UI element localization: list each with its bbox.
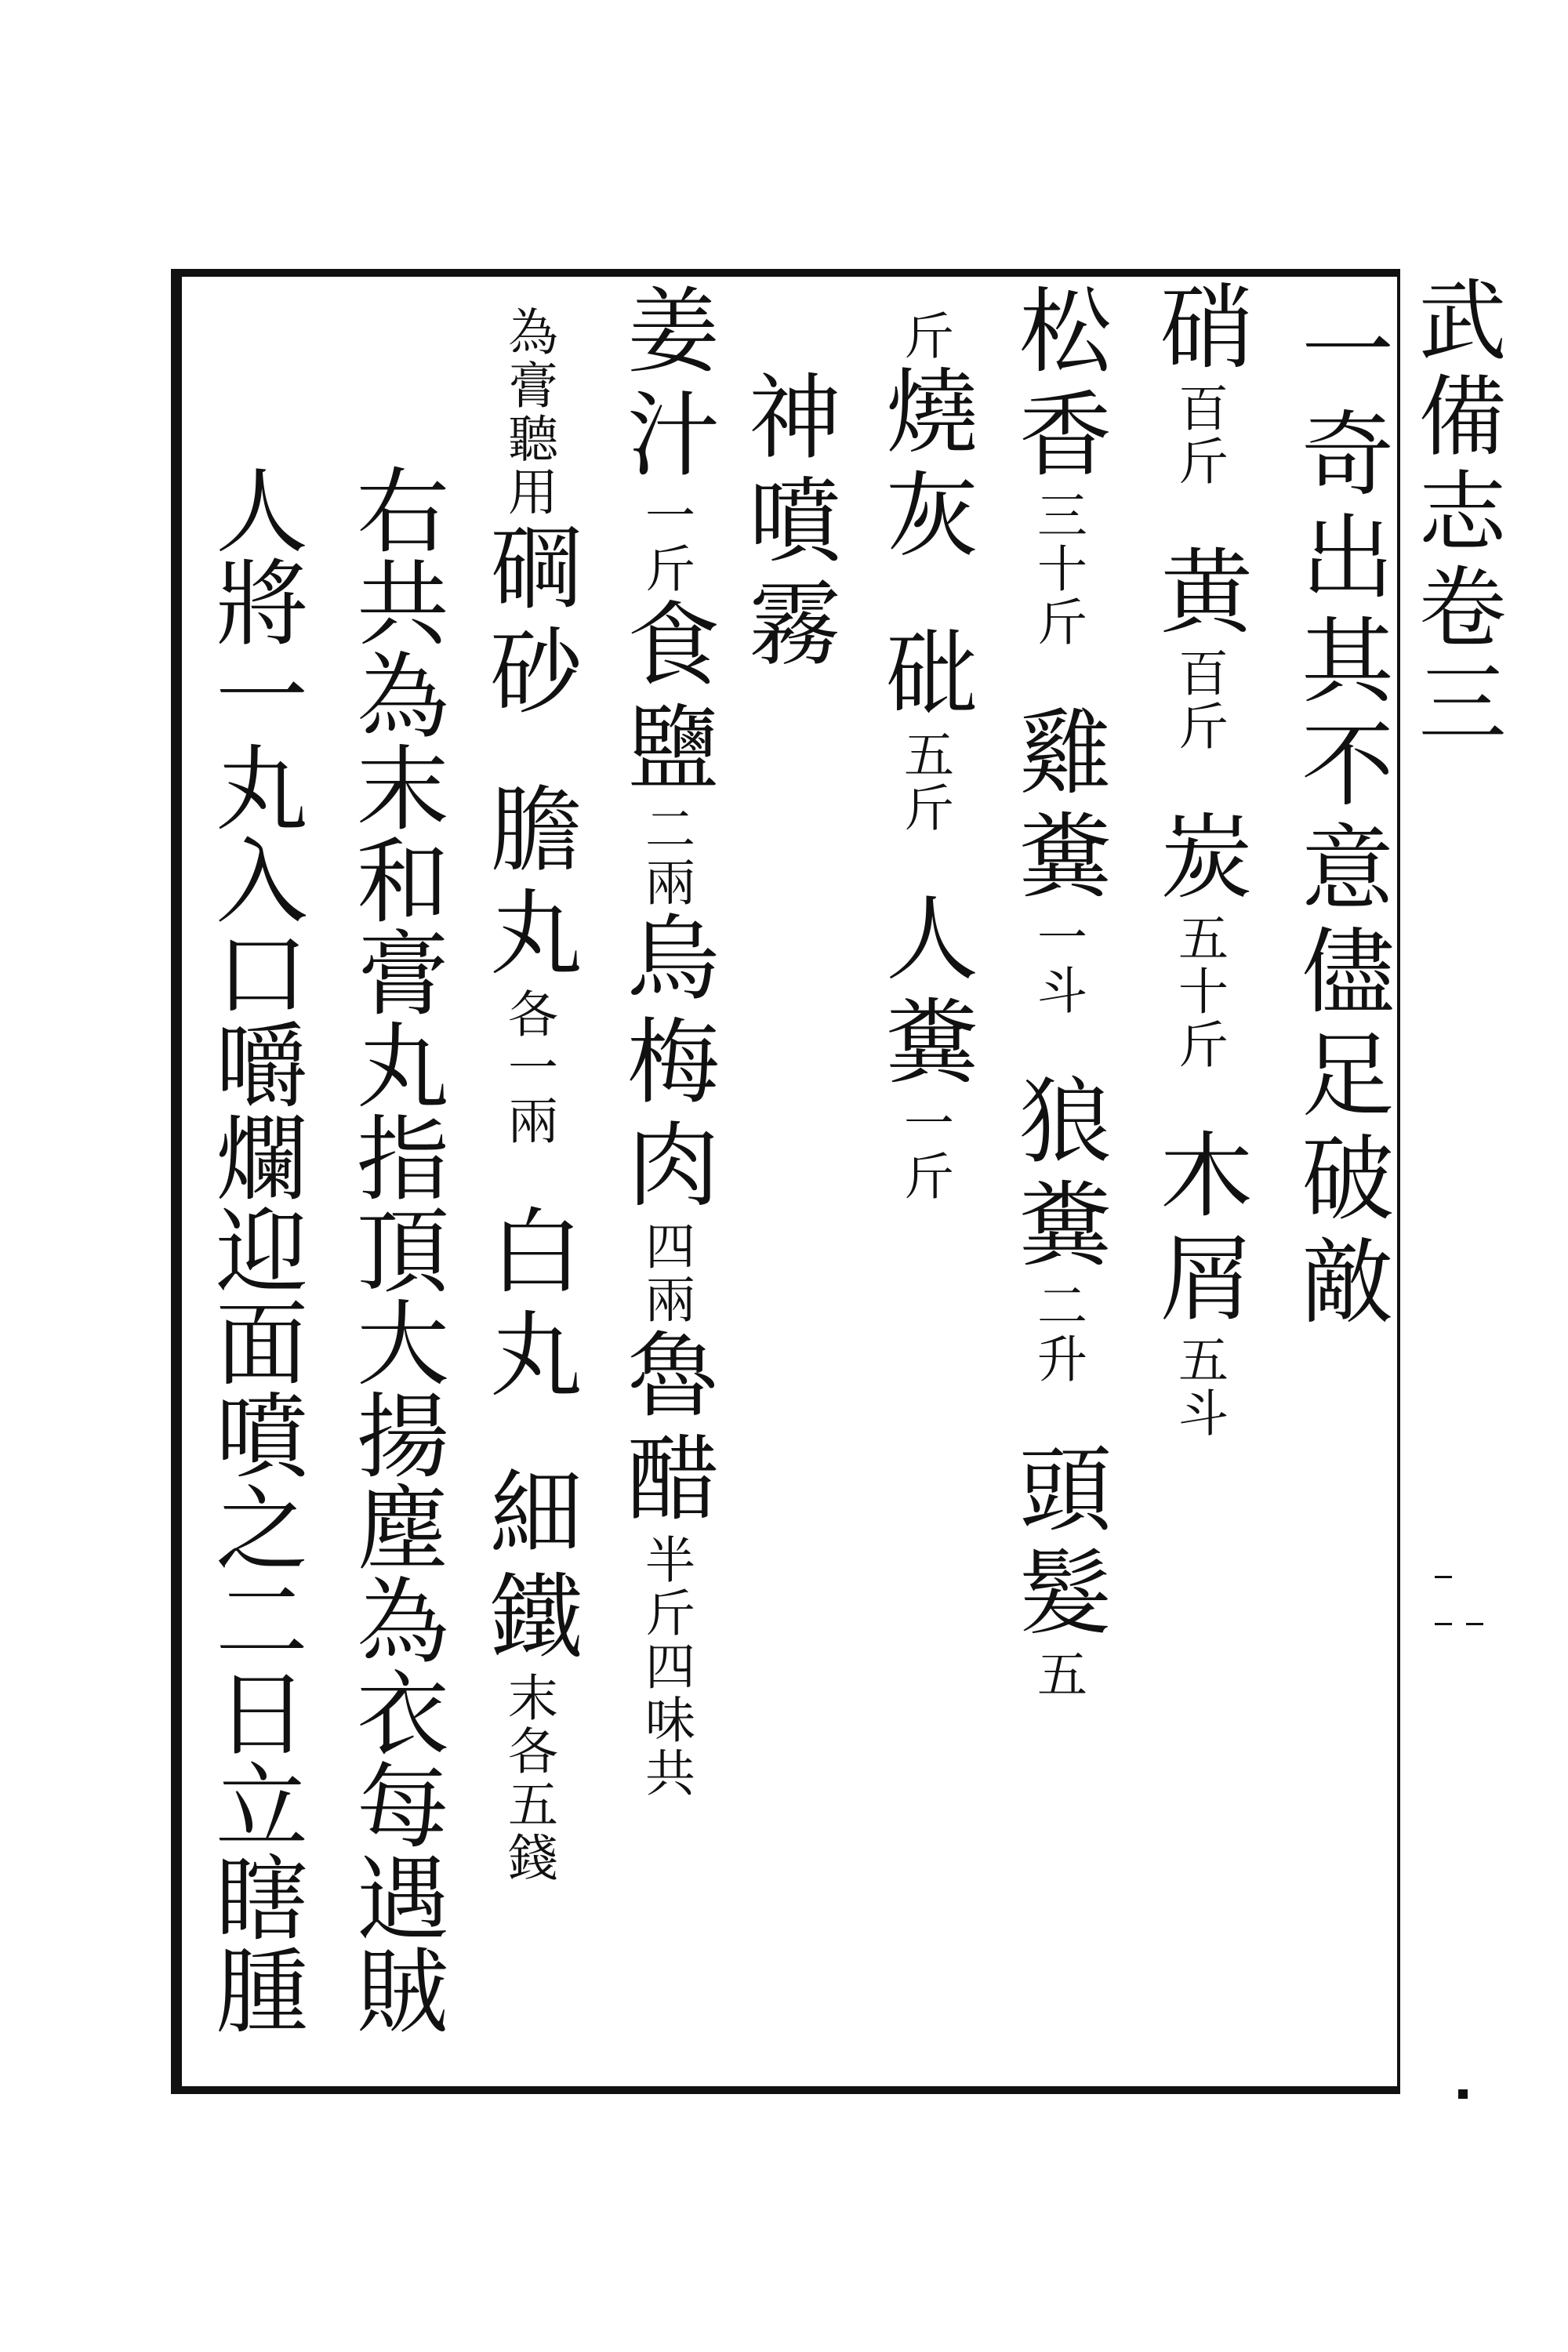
ingredient-name: 硝 [1145, 278, 1253, 382]
page-margin-rule [1397, 269, 1399, 2094]
ingredient-quantity: 二兩 [637, 803, 695, 909]
ingredient-quantity: 各一兩 [499, 988, 557, 1148]
ingredient-quantity: 一斗 [1029, 911, 1087, 1018]
recipe-title: 神噴霧 [733, 368, 841, 679]
ingredient-quantity: 五十斤 [1170, 912, 1228, 1072]
ingredient-name: 白丸 [474, 1203, 583, 1410]
ingredient-name: 炭 [1145, 808, 1253, 912]
ingredient-quantity: 一斤 [637, 489, 695, 596]
ingredient-name: 砒 [870, 625, 978, 728]
ingredient-quantity: 二升 [1029, 1279, 1087, 1386]
ingredient-name: 松香 [1004, 282, 1112, 489]
ingredient-name: 膽丸 [474, 781, 583, 988]
text-column-6 [612, 282, 720, 1800]
text-column-5 [733, 368, 841, 679]
ingredient-name: 黄 [1145, 543, 1253, 647]
ingredient-quantity: 為膏聽用 [499, 306, 557, 519]
ingredient-name: 頭髮 [1004, 1441, 1112, 1648]
ingredient-quantity: 四兩 [637, 1220, 695, 1327]
margin-tick [1435, 1576, 1452, 1578]
ingredient-quantity: 斤 [895, 310, 953, 363]
column-9-text: 人將一丸入口嚼爛迎面噴之二日立瞎腫 [200, 463, 308, 2035]
ingredient-name: 細鐵 [474, 1465, 583, 1671]
ingredient-quantity: 五 [1029, 1648, 1087, 1701]
text-column-4 [870, 310, 978, 1203]
running-title [1404, 274, 1506, 753]
ingredient-quantity: 半斤四味共 [637, 1534, 695, 1800]
ingredient-name: 食鹽 [612, 596, 720, 803]
ingredient-name: 木屑 [1145, 1127, 1253, 1334]
ingredient-quantity: 一斤 [895, 1097, 953, 1203]
ingredient-quantity: 三十斤 [1029, 489, 1087, 649]
ingredient-quantity: 五斗 [1170, 1334, 1228, 1440]
column-8-text: 右共為末和膏丸指頂大揚塵為衣每遇賊 [341, 463, 449, 2035]
ingredient-name: 人糞 [870, 890, 978, 1097]
margin-tick [1435, 1623, 1452, 1625]
ingredient-quantity: 百斤 [1170, 647, 1228, 753]
text-column-2 [1145, 278, 1253, 1440]
ingredient-name: 狼糞 [1004, 1073, 1112, 1279]
text-column-8 [341, 463, 449, 2035]
ingredient-name: 魯醋 [612, 1327, 720, 1534]
ingredient-quantity: 末各五錢 [499, 1671, 557, 1885]
text-column-9 [200, 463, 308, 2035]
text-column-3 [1004, 282, 1112, 1701]
ingredient-name: 姜汁 [612, 282, 720, 489]
ingredient-name: 碙砂 [474, 519, 583, 726]
text-column-1 [1286, 302, 1394, 1337]
column-1-text: 一奇出其不意儘足破敵 [1286, 302, 1394, 1337]
margin-tick [1466, 1623, 1483, 1625]
ingredient-name: 燒灰 [870, 363, 978, 570]
text-column-7 [474, 306, 583, 1885]
ingredient-quantity: 百斤 [1170, 382, 1228, 488]
ingredient-name: 烏梅肉 [612, 909, 720, 1220]
ingredient-quantity: 五斤 [895, 728, 953, 835]
ingredient-name: 雞糞 [1004, 704, 1112, 911]
margin-dot [1458, 2089, 1468, 2099]
running-title-text: 武備志卷三 [1404, 274, 1506, 753]
